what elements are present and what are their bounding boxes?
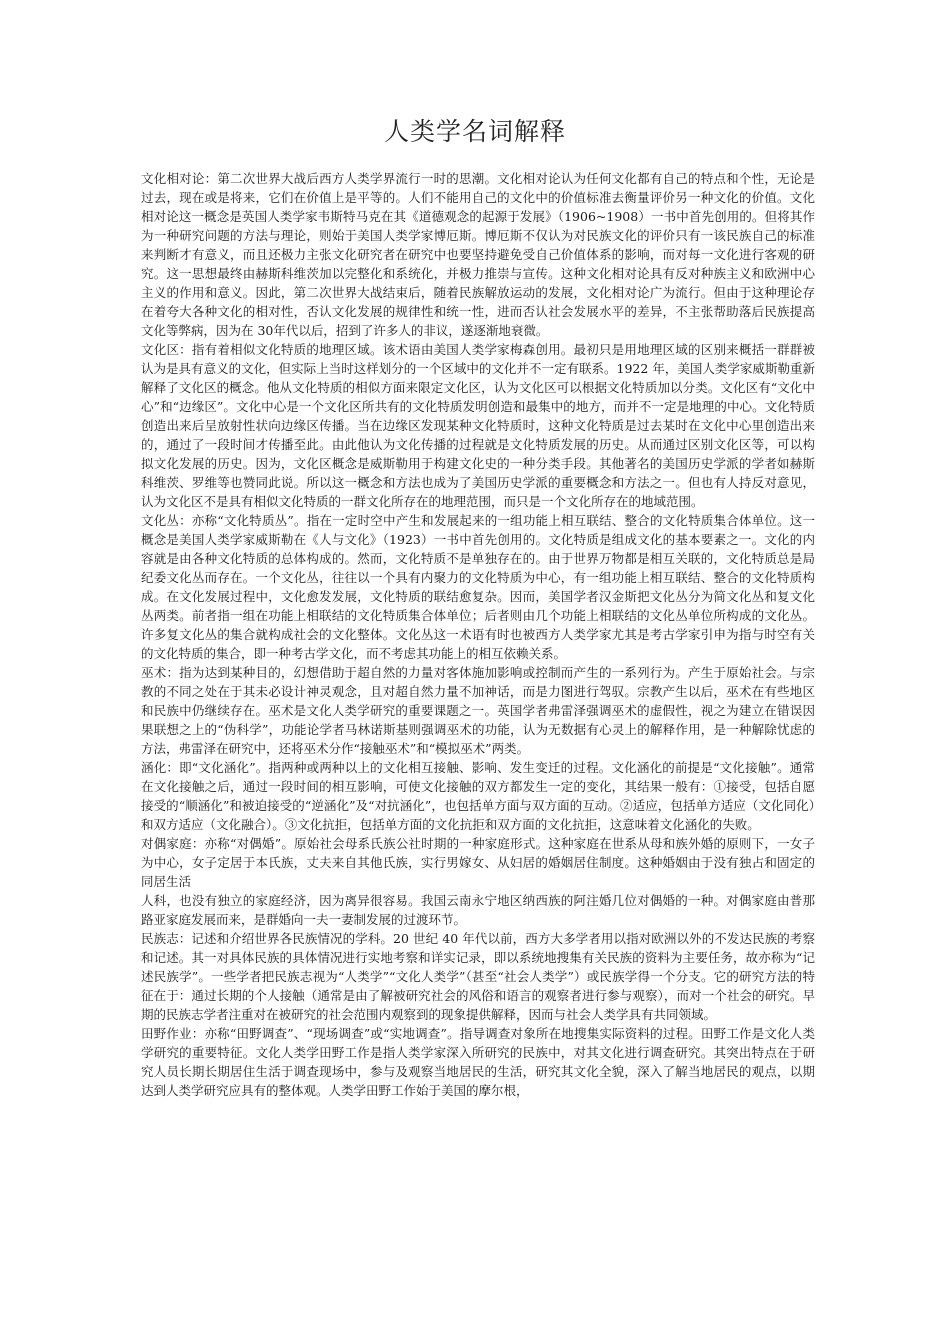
paragraph-ethnography: 民族志：记述和介绍世界各民族情况的学科。20 世纪 40 年代以前，西方大多学者用以指对欧洲以外的不发达民族的考察和记述。其一对具体民族的具体情况进行实地考察和详实记录，即以系统地搜集有关民族的资料为主要任务，故亦称为“记述民族学”。一些学者把民族志视为“人类学”“文化人类学”（甚至“社会人类学”）或民族学得一个分支。它的研究方法的特征在于：通过长期的个人接触（通常是由了解被研究社会的风俗和语言的观察者进行参与观察），而对一个社会的研究。早期的民族志学者注重对在被研究的社会范围内观察到的现象提供解释，因而与社会人类学具有共同领域。 xyxy=(141,931,815,1022)
paragraph-pairing-family-continued: 人科，也没有独立的家庭经济，因为离异很容易。我国云南永宁地区纳西族的阿注婚几位对偶婚的一种。对偶家庭由普那路亚家庭发展而来，是群婚向一夫一妻制发展的过渡环节。 xyxy=(141,893,815,927)
paragraph-acculturation: 涵化：即“文化涵化”。指两种或两种以上的文化相互接触、影响、发生变迁的过程。文化涵化的前提是“文化接触”。通常在文化接触之后，通过一段时间的相互影响，可使文化接触的双方都发生一定的变化，其结果一般有：①接受，包括自愿接受的“顺涵化”和被迫接受的“逆涵化”及“对抗涵化”，也包括单方面与双方面的互动。②适应，包括单方适应（文化同化）和双方适应（文化融合）。③文化抗拒，包括单方面的文化抗拒和双方面的文化抗拒，这意味着文化涵化的失败。 xyxy=(141,760,815,832)
page-title: 人类学名词解释 xyxy=(383,117,566,146)
paragraph-culture-area: 文化区：指有着相似文化特质的地理区域。该术语由美国人类学家梅森创用。最初只是用地理区域的区别来概括一群群被认为是具有意义的文化，但实际上当时这样划分的一个区域中的文化并不一定有联系。1922 年，美国人类学家威斯勒重新解释了文化区的概念。他从文化特质的相似方面来限定文化区，认为文化区可以根据文化特质加以分类。文化区有“文化中心”和“边缘区”。文化中心是一个文化区所共有的文化特质发明创造和最集中的地方，而并不一定是地理的中心。文化特质创造出来后呈放射性状向边缘区传播。当在边缘区发现某种文化特质时，这种文化特质是过去某时在文化中心里创造出来的，通过了一段时间才传播至此。由此他认为文化传播的过程就是文化特质发展的历史。从而通过区别文化区等，可以构拟文化发展的历史。因为，文化区概念是威斯勒用于构建文化史的一种分类手段。其他著名的美国历史学派的学者如赫斯科维茨、罗维等也赞同此说。所以这一概念和方法也成为了美国历史学派的重要概念和方法之一。但也有人持反对意见，认为文化区不是具有相似文化特质的一群文化所存在的地理范围，而只是一个文化所存在的地域范围。 xyxy=(141,342,815,509)
paragraph-culture-complex: 文化丛：亦称“文化特质丛”。指在一定时空中产生和发展起来的一组功能上相互联结、整合的文化特质集合体单位。这一概念是美国人类学家威斯勒在《人与文化》（1923）一书中首先创用的。文化特质是组成文化的基本要素之一。文化的内容就是由各种文化特质的总体构成的。然而，文化特质不是单独存在的。由于世界万物都是相互关联的，文化特质总是局纪委文化丛而存在。一个文化丛，往往以一个具有内聚力的文化特质为中心，有一组功能上相互联结、整合的文化特质构成。在文化发展过程中，文化愈发发展，文化特质的联结愈复杂。因而，美国学者汉金斯把文化丛分为简文化丛和复文化丛两类。前者指一组在功能上相联结的文化特质集合体单位；后者则由几个功能上相联结的文化丛单位所构成的文化丛。许多复文化丛的集合就构成社会的文化整体。文化丛这一术语有时也被西方人类学家尤其是考古学家引申为指与时空有关的文化特质的集合，即一种考古学文化，而不考虑其功能上的相互依赖关系。 xyxy=(141,513,815,661)
document-body xyxy=(141,169,815,1100)
paragraph-pairing-family: 对偶家庭：亦称“对偶婚”。原始社会母系氏族公社时期的一种家庭形式。这种家庭在世系从母和族外婚的原则下，一女子为中心，女子定居于本氏族，丈夫来自其他氏族，实行男嫁女、从妇居的婚姻居住制度。这种婚姻由于没有独占和固定的同居生活 xyxy=(141,836,815,889)
paragraph-cultural-relativism: 文化相对论：第二次世界大战后西方人类学界流行一时的思潮。文化相对论认为任何文化都有自己的特点和个性，无论是过去，现在或是将来，它们在价值上是平等的。人们不能用自己的文化中的价值标准去衡量评价另一种文化的价值。文化相对论这一概念是英国人类学家韦斯特马克在其《道德观念的起源于发展》（1906~1908）一书中首先创用的。但将其作为一种研究问题的方法与理论，则始于美国人类学家博厄斯。博厄斯不仅认为对民族文化的评价只有一该民族自己的标准来判断才有意义，而且还极力主张文化研究者在研究中也要坚持避免受自己价值体系的影响，而对每一文化进行客观的研究。这一思想最终由赫斯科维茨加以完整化和系统化，并极力推崇与宣传。这种文化相对论具有反对种族主义和欧洲中心主义的作用和意义。因此，第二次世界大战结束后，随着民族解放运动的发展，文化相对论广为流行。但由于这种理论存在着夸大各种文化的相对性，否认文化发展的规律性和统一性，进而否认社会发展水平的差异，不主张帮助落后民族提高文化等弊病，因为在 30年代以后，招到了许多人的非议，遂逐渐地衰微。 xyxy=(141,171,815,338)
paragraph-fieldwork: 田野作业：亦称“田野调查”、“现场调查”或“实地调查”。指导调查对象所在地搜集实际资料的过程。田野工作是文化人类学研究的重要特征。文化人类学田野工作是指人类学家深入所研究的民族中，对其文化进行调查研究。其突出特点在于研究人员长期长期居住生活于调查现场中，参与及观察当地居民的生活，研究其文化全貌，深入了解当地居民的观点，以期达到人类学研究应具有的整体观。人类学田野工作始于美国的摩尔根， xyxy=(141,1026,815,1098)
paragraph-witchcraft: 巫术：指为达到某种目的，幻想借助于超自然的力量对客体施加影响或控制而产生的一系列行为。产生于原始社会。与宗教的不同之处在于其未必设计神灵观念，且对超自然力量不加神话，而是力图进行驾驭。宗教产生以后，巫术在有些地区和民族中仍继续存在。巫术是文化人类学研究的重要课题之一。英国学者弗雷泽强调巫术的虚假性，视之为建立在错误因果联想之上的“伪科学”，功能论学者马林诺斯基则强调巫术的功能，认为无数据有心灵上的解释作用，是一种解除忧虑的方法，弗雷泽在研究中，还将巫术分作“接触巫术”和“模拟巫术”两类。 xyxy=(141,665,815,756)
